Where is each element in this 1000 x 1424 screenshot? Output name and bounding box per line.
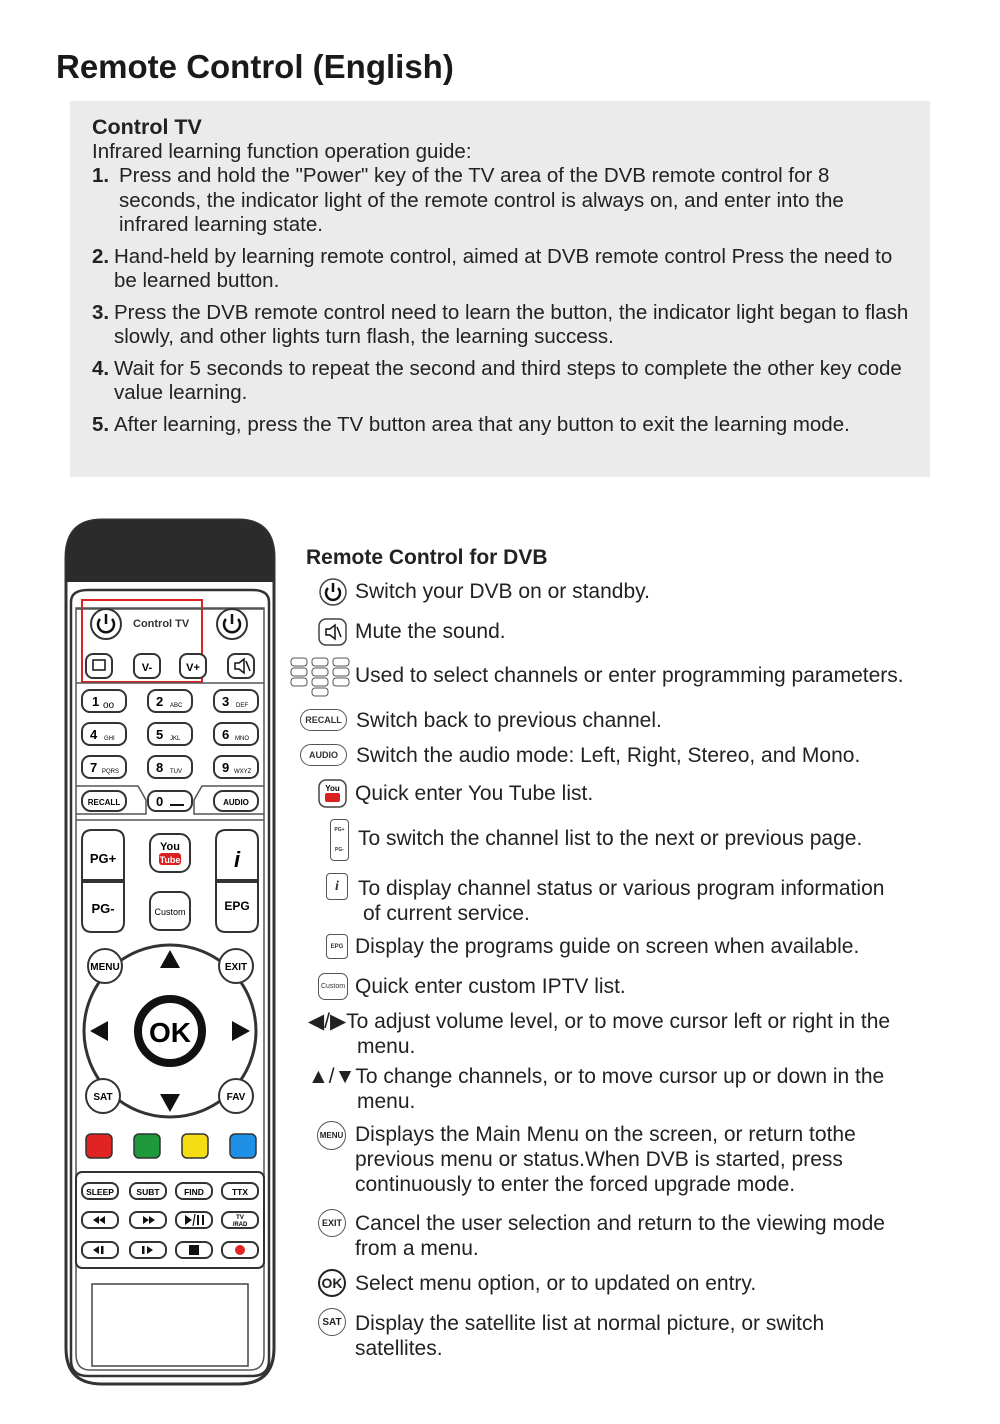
teletext-button[interactable] [222,1183,258,1199]
key-number: 4 [90,727,98,742]
key-9[interactable] [214,756,258,778]
dvb-desc-sat-line2: satellites. [355,1337,443,1360]
dvb-desc-left-right-line1: To adjust volume level, or to move cursor left or right in the [346,1010,891,1033]
youtube-logo-text: You [160,841,180,853]
fav-label: FAV [226,1092,246,1103]
sat-label: SAT [93,1092,113,1103]
youtube-key-icon [318,779,348,814]
exit-key-icon: EXIT [318,1209,346,1237]
dvb-desc-info-line2: of current service. [363,902,530,925]
menu-key-icon: MENU [317,1121,346,1150]
key-6[interactable] [214,723,258,745]
key-number: 1 [92,694,100,709]
subtitle-button[interactable] [130,1183,166,1199]
dvb-desc-recall: Switch back to previous channel. [356,709,662,732]
dvb-desc-up-down-line1: To change channels, or to move cursor up or down in the [355,1065,885,1088]
previous-button[interactable] [82,1242,118,1258]
step-number: 5. [92,412,110,436]
numeric-keys-icon [290,657,352,704]
fast-forward-button[interactable] [130,1212,166,1228]
key-letters: ABC [170,703,183,709]
recall-label: RECALL [87,798,121,807]
up-down-icon: ▲/▼ [308,1065,356,1088]
record-icon [235,1245,245,1255]
dvb-desc-up-down-line2: menu. [357,1090,416,1113]
rewind-button[interactable] [82,1212,118,1228]
ok-key-icon: OK [318,1269,346,1297]
dvb-desc-info-line1: To display channel status or various program information [358,877,885,900]
red-key[interactable] [86,1134,112,1158]
epg-key-icon: EPG [326,934,348,959]
dvb-desc-epg: Display the programs guide on screen when available. [355,935,860,958]
tv-radio-label: TV [236,1215,244,1221]
dvb-desc-exit-line2: from a menu. [355,1237,479,1260]
next-button[interactable] [130,1242,166,1258]
dvb-desc-menu-line1: Displays the Main Menu on the screen, or return tothe [355,1123,856,1146]
volume-up-label: V+ [186,662,200,674]
dvb-desc-ok: Select menu option, or to updated on entry. [355,1272,757,1295]
custom-button[interactable] [150,892,190,930]
sleep-label: SLEEP [86,1187,114,1197]
dvb-desc-left-right [308,1009,890,1059]
remote-svg [62,518,278,1388]
step-text: Wait for 5 seconds to repeat the second and third steps to complete the other key code value learning. [114,356,902,404]
key-3[interactable] [214,690,258,712]
key-letters: WXYZ [234,769,252,775]
info-button[interactable] [216,830,258,880]
key-4[interactable] [82,723,126,745]
dvb-desc-audio: Switch the audio mode: Left, Right, Stereo, and Mono. [356,744,861,767]
dvb-desc-sat [355,1311,824,1361]
key-number: 8 [156,760,164,775]
pg-key-icon [330,819,349,861]
key-number: 3 [222,694,230,709]
remote-top-cap [66,520,274,582]
key-number: 5 [156,727,164,742]
mute-icon [318,618,348,651]
page-title: Remote Control (English) [56,48,454,85]
tv-radio-button[interactable] [222,1212,258,1228]
step-item [92,413,917,438]
pg-minus-mini: PG- [335,847,344,853]
key-number: 6 [222,727,230,742]
step-text: After learning, press the TV button area that any button to exit the learning mode. [114,412,850,436]
volume-down-label: V- [141,662,153,674]
control-tv-heading: Control TV [92,115,202,139]
dvb-desc-menu-line3: continuously to enter the forced upgrade mode. [355,1173,796,1196]
key-letters: PQRS [102,769,120,775]
dvb-desc-numeric: Used to select channels or enter programming parameters. [355,664,904,687]
youtube-button[interactable] [150,834,190,872]
dvb-desc-left-right-line2: menu. [357,1035,416,1058]
step-item [92,164,917,238]
key-letters: MNO [235,736,249,742]
info-icon: i [233,847,241,872]
key-5[interactable] [148,723,192,745]
dvb-desc-menu [355,1122,856,1197]
left-right-icon: ◀/▶ [308,1010,347,1033]
subtitle-label: SUBT [136,1187,160,1197]
key-8[interactable] [148,756,192,778]
page-up-button[interactable] [82,830,124,880]
volume-down-button[interactable] [134,654,160,678]
dvb-power-button[interactable] [217,609,247,639]
control-tv-panel [70,101,930,477]
youtube-icon-text: You [325,784,340,793]
volume-up-button[interactable] [180,654,206,678]
key-number: 0 [156,794,164,809]
key-letters: JKL [170,736,181,742]
audio-label: AUDIO [223,798,249,807]
dvb-desc-mute: Mute the sound. [355,620,506,643]
menu-button[interactable] [88,949,122,983]
custom-key-icon: Custom [318,973,348,1000]
key-number: 9 [222,760,230,775]
dvb-desc-custom: Quick enter custom IPTV list. [355,975,626,998]
find-button[interactable] [176,1183,212,1199]
dvb-section-heading: Remote Control for DVB [306,546,548,569]
youtube-logo-text: Tube [159,855,181,865]
remote-control-illustration [62,518,278,1388]
key-2[interactable] [148,690,192,712]
audio-button[interactable] [214,791,258,811]
dvb-desc-sat-line1: Display the satellite list at normal picture, or switch [355,1312,825,1335]
blue-key[interactable] [230,1134,256,1158]
fav-button[interactable] [219,1079,253,1113]
dvb-desc-info [358,876,884,926]
step-number: 1. [92,164,110,187]
exit-button[interactable] [219,949,253,983]
tv-radio-label: /RAD [232,1222,248,1228]
recall-key-icon: RECALL [300,709,347,731]
dvb-desc-exit [355,1211,885,1261]
sat-button[interactable] [86,1079,120,1113]
teletext-label: TTX [231,1187,249,1197]
dvb-desc-up-down [308,1064,884,1114]
epg-label: EPG [224,899,250,913]
control-tv-label: Control TV [133,618,190,630]
find-label: FIND [184,1187,204,1197]
tv-power-button[interactable] [91,609,121,639]
key-letters: TUV [170,769,182,775]
step-text: Press and hold the "Power" key of the TV area of the DVB remote control for 8 seconds, the indicator light of the remote control is always on, and enter into the infrared learning state. [119,164,844,236]
control-tv-intro: Infrared learning function operation guide: [92,139,472,163]
ok-label: OK [149,1017,191,1048]
dvb-desc-exit-line1: Cancel the user selection and return to the viewing mode [355,1212,885,1235]
key-0[interactable] [148,791,192,811]
audio-key-icon: AUDIO [300,744,347,766]
ok-button[interactable] [138,999,202,1063]
recall-button[interactable] [82,791,126,811]
pg-plus-mini: PG+ [334,827,345,833]
stop-button[interactable] [176,1242,212,1258]
step-number: 2. [92,244,110,268]
power-icon [318,577,348,612]
green-key[interactable] [134,1134,160,1158]
dvb-desc-youtube: Quick enter You Tube list. [355,782,594,805]
stop-icon [189,1245,199,1255]
play-pause-button[interactable] [176,1212,212,1228]
step-number: 3. [92,300,110,324]
sleep-button[interactable] [82,1183,118,1199]
menu-label: MENU [90,962,120,973]
dvb-desc-pg: To switch the channel list to the next or previous page. [358,827,863,850]
info-key-icon: i [326,873,348,900]
step-item [92,357,917,406]
key-letters: GHI [104,736,115,742]
exit-label: EXIT [224,962,248,973]
mute-button[interactable] [228,654,254,678]
key-letters: DEF [236,703,248,709]
step-number: 4. [92,356,110,380]
dvb-desc-power: Switch your DVB on or standby. [355,580,650,603]
dvb-desc-menu-line2: previous menu or status.When DVB is started, press [355,1148,843,1171]
custom-label: Custom [154,907,186,917]
key-number: 2 [156,694,164,709]
page-down-button[interactable] [82,882,124,932]
key-letters: oo [103,700,115,711]
tv-input-button[interactable] [86,654,112,678]
pg-plus-label: PG+ [89,851,117,866]
epg-button[interactable] [216,882,258,932]
pg-minus-label: PG- [91,901,115,916]
sat-key-icon: SAT [318,1308,346,1336]
step-text: Hand-held by learning remote control, aimed at DVB remote control Press the need to be learned button. [114,244,893,292]
step-text: Press the DVB remote control need to learn the button, the indicator light began to flash slowly, and other lights turn flash, the learning success. [114,300,909,348]
yellow-key[interactable] [182,1134,208,1158]
record-button[interactable] [222,1242,258,1258]
step-item [92,245,917,294]
key-1[interactable] [82,690,126,712]
learning-steps [92,164,917,437]
step-item [92,301,917,350]
key-7[interactable] [82,756,126,778]
key-number: 7 [90,760,98,775]
